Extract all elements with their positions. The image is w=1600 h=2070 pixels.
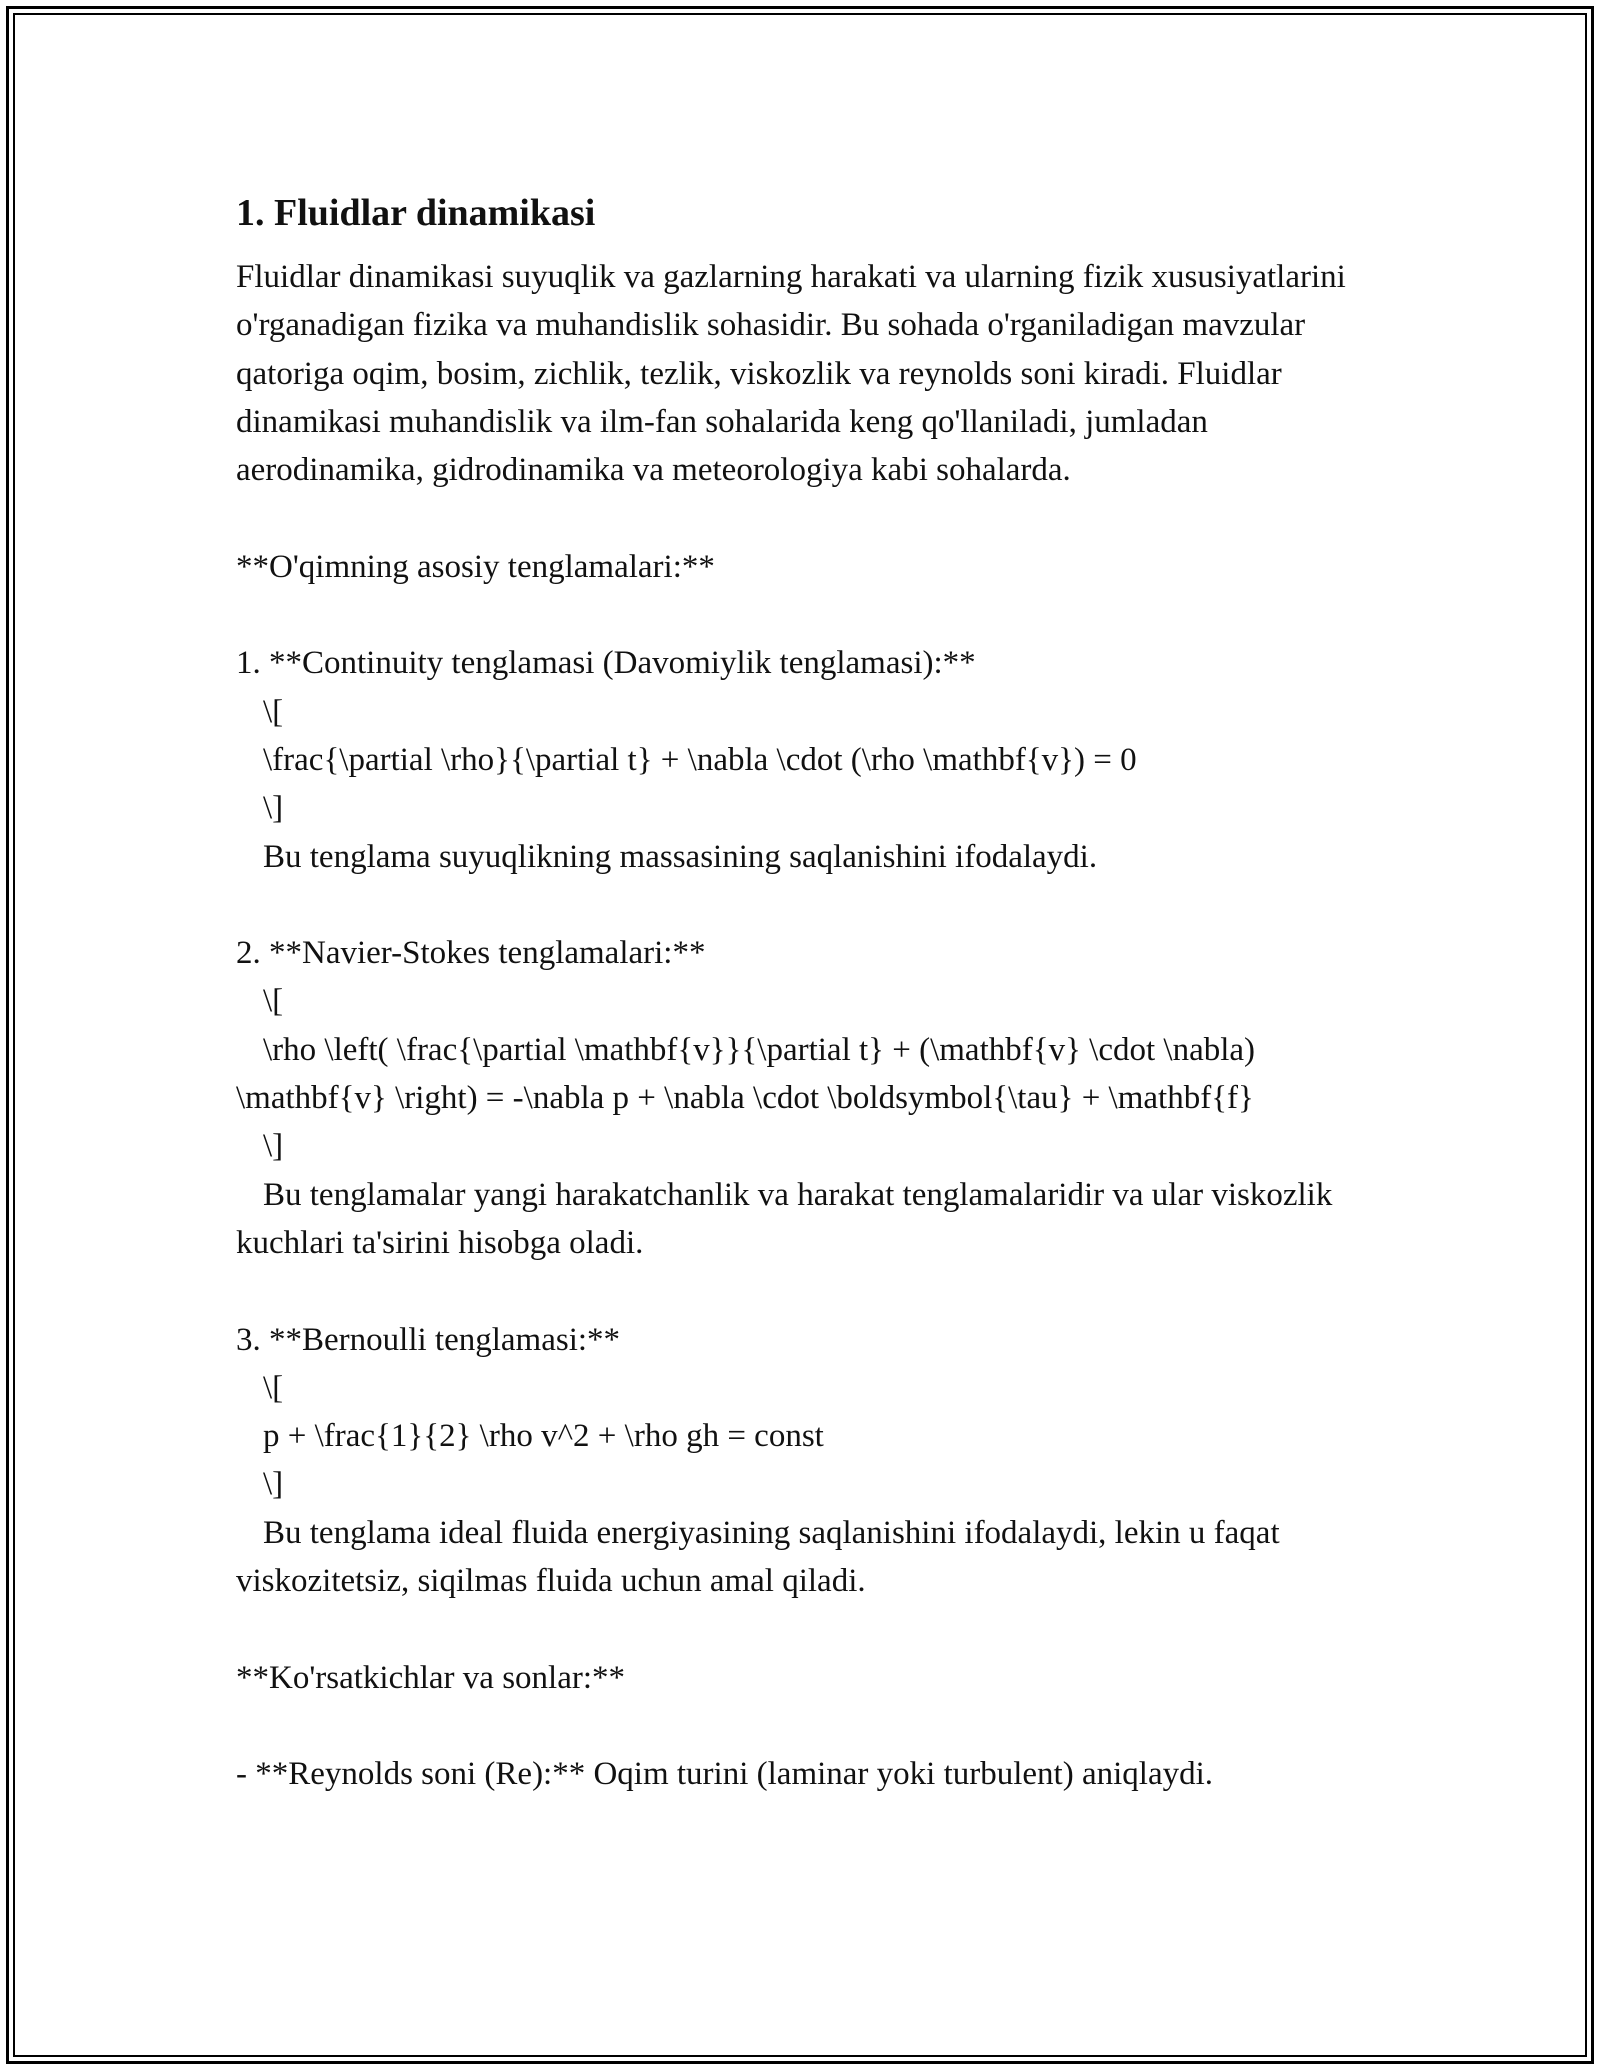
equation-navier-stokes — [236, 929, 1376, 1267]
math-close-delimiter: \] — [263, 1128, 284, 1165]
equation-formula: \frac{\partial \rho}{\partial t} + \nabla \cdot (\rho \mathbf{v}) = 0 — [263, 741, 1137, 778]
equation-description: Bu tenglamalar yangi harakatchanlik va harakat tenglamalaridir va ular viskozlik kuchlari ta'sirini hisobga oladi. — [236, 1176, 1341, 1261]
spacer — [236, 1267, 1376, 1315]
equation-heading: 2. **Navier-Stokes tenglamalari:** — [236, 935, 706, 972]
spacer — [236, 1702, 1376, 1750]
intro-paragraph: Fluidlar dinamikasi suyuqlik va gazlarning harakati va ularning fizik xususiyatlarini o'rganadigan fizika va muhandislik sohasidir. Bu sohada o'rganiladigan mavzular qatoriga oqim, bosim, zichlik, tezlik, viskozlik va reynolds soni kiradi. Fluidlar dinamikasi muhandislik va ilm-fan sohalarida keng qo'llaniladi, jumladan aerodinamika, gidrodinamika va meteorologiya kabi sohalarda. — [236, 259, 1346, 489]
spacer — [236, 881, 1376, 929]
equation-formula: \rho \left( \frac{\partial \mathbf{v}}{\partial t} + (\mathbf{v} \cdot \nabla) \mathbf{v} \right) = -\nabla p + \nabla \cdot \boldsymbol{\tau} + \mathbf{f} — [236, 1031, 1264, 1117]
equations-heading: **O'qimning asosiy tenglamalari:** — [236, 548, 715, 585]
math-open-delimiter: \[ — [263, 1369, 284, 1406]
equation-bernoulli — [236, 1316, 1376, 1606]
equation-description: Bu tenglama suyuqlikning massasining saqlanishini ifodalaydi. — [263, 838, 1098, 875]
equation-heading: 1. **Continuity tenglamasi (Davomiylik tenglamasi):** — [236, 645, 976, 682]
math-close-delimiter: \] — [263, 1466, 284, 1503]
equation-continuity — [236, 639, 1376, 880]
document-body — [236, 185, 1376, 1799]
math-close-delimiter: \] — [263, 790, 284, 827]
spacer — [236, 494, 1376, 542]
spacer — [236, 1605, 1376, 1653]
equation-formula: p + \frac{1}{2} \rho v^2 + \rho gh = const — [263, 1418, 824, 1455]
equation-description: Bu tenglama ideal fluida energiyasining saqlanishini ifodalaydi, lekin u faqat viskozitetsiz, siqilmas fluida uchun amal qiladi. — [236, 1514, 1288, 1600]
section-title: 1. Fluidlar dinamikasi — [236, 192, 596, 234]
spacer — [236, 591, 1376, 639]
list-item-reynolds: - **Reynolds soni (Re):** Oqim turini (laminar yoki turbulent) aniqlaydi. — [236, 1756, 1214, 1793]
math-open-delimiter: \[ — [263, 983, 284, 1020]
equation-heading: 3. **Bernoulli tenglamasi:** — [236, 1321, 621, 1358]
indicators-heading: **Ko'rsatkichlar va sonlar:** — [236, 1659, 626, 1696]
math-open-delimiter: \[ — [263, 693, 284, 730]
